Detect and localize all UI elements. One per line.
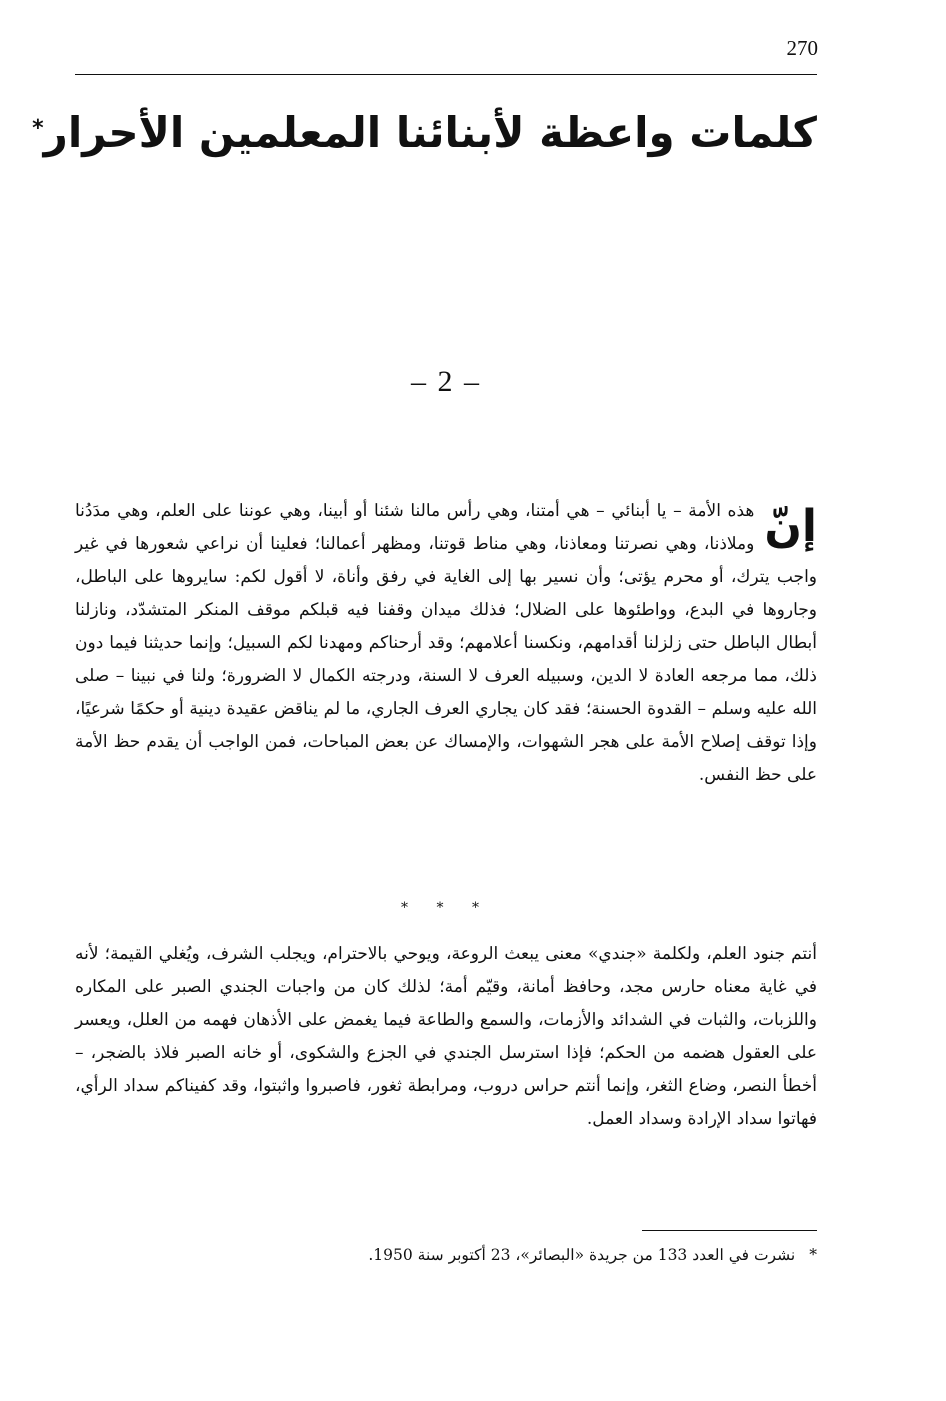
header-divider bbox=[75, 74, 817, 75]
paragraph-1-text: هذه الأمة – يا أبنائي – هي أمتنا، وهي رأس مالنا شئنا أو أبينا، وهي عوننا على العلم، وهي مدَدُنا وملاذنا، وهي نصرتنا ومعاذنا، وهي مناط قوتنا، ومظهر أعمالنا؛ فعلينا أن نراعي شعورها في غير واجب يترك، أو محرم يؤتى؛ وأن نسير بها إلى الغاية في رفق وأناة، لا أقول لكم: سايروها على الباطل، وجاروها في البدع، وواطئوها على الضلال؛ فذلك ميدان وقفنا فيه قبلكم موقف المنكر المتشدّد، ونازلنا أبطال الباطل حتى زلزلنا أقدامهم، ونكسنا أعلامهم؛ وقد أرحناكم ومهدنا لكم السبيل؛ وإنما حديثنا فيما دون ذلك، مما مرجعه العادة لا الدين، وسبيله العرف لا السنة، ودرجته الكمال لا الضرورة؛ ولنا في نبينا – صلى الله عليه وسلم – القدوة الحسنة؛ فقد كان يجاري العرف الجاري، ما لم يناقض عقيدة دينية أو حكمًا شرعيًا، وإذا توقف إصلاح الأمة على هجر الشهوات، والإمساك عن بعض المباحات، فمن الواجب أن يقدم حظ الأمة على حظ النفس. bbox=[75, 501, 817, 785]
article-title bbox=[32, 103, 817, 163]
paragraph-2-text: أنتم جنود العلم، ولكلمة «جندي» معنى يبعث الروعة، ويوحي بالاحترام، ويجلب الشرف، ويُغلي القيمة؛ لأنه في غاية معناه حارس مجد، وحافظ أمانة، وقيّم أمة؛ لذلك كان من واجبات الجندي الصبر على المكاره واللزبات، والثبات في الشدائد والأزمات، والسمع والطاعة فيما يغمض على الأذهان فهمه من العلل، ويعسر على العقول هضمه من الحكم؛ فإذا استرسل الجندي في الجزع والشكوى، أو خانه الصبر فلاذ بالضجر، – أخطأ النصر، وضاع الثغر، وإنما أنتم حراس دروب، ومرابطة ثغور، فاصبروا واثبتوا، وقد كفيناكم سداد الرأي، فهاتوا سداد الإرادة وسداد العمل. bbox=[75, 944, 817, 1129]
footnote-divider bbox=[642, 1230, 817, 1231]
section-number: – 2 – bbox=[411, 365, 481, 398]
footnote-text: نشرت في العدد 133 من جريدة «البصائر»، 23 أكتوبر سنة 1950. bbox=[368, 1246, 796, 1264]
paragraph-2 bbox=[75, 938, 817, 1136]
footnote bbox=[75, 1240, 817, 1270]
paragraph-1 bbox=[75, 495, 817, 792]
title-footnote-marker: * bbox=[32, 116, 44, 141]
article-title-text: كلمات واعظة لأبنائنا المعلمين الأحرار bbox=[43, 108, 817, 157]
section-separator: * * * bbox=[401, 900, 491, 916]
footnote-marker: * bbox=[809, 1246, 817, 1264]
page-number: 270 bbox=[786, 36, 818, 60]
drop-cap: إنّ bbox=[764, 501, 817, 552]
